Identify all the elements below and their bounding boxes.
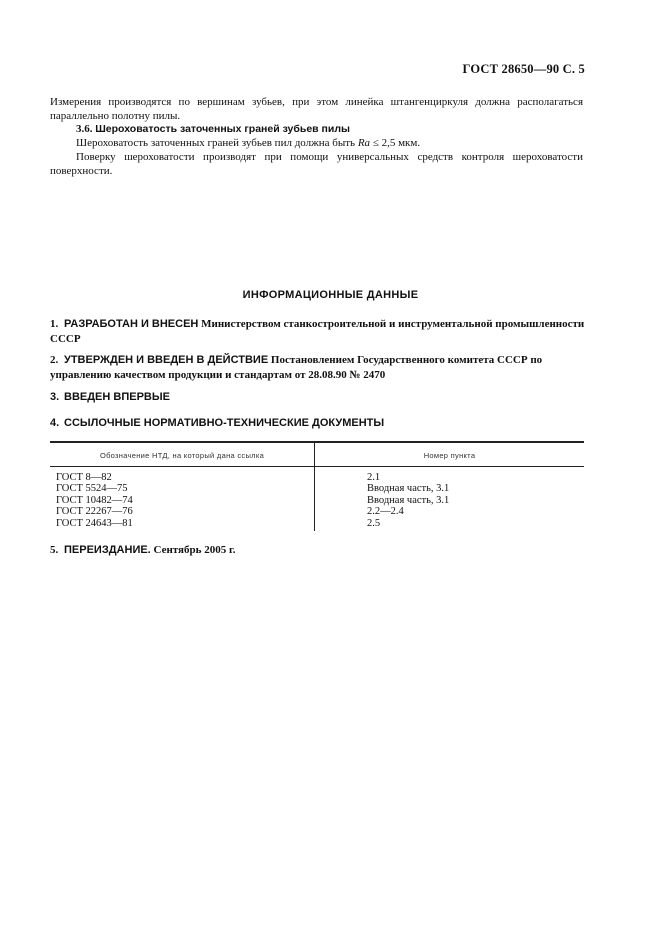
table-cell: Вводная часть, 3.1: [367, 483, 450, 495]
table-cell: 2.1: [367, 472, 381, 483]
item-caps: ВВЕДЕН ВПЕРВЫЕ: [64, 391, 170, 403]
table-cell: ГОСТ 10482—74: [56, 494, 133, 506]
item-number: 3.: [50, 391, 60, 403]
info-item-2: [50, 353, 585, 383]
item-caps: УТВЕРЖДЕН И ВВЕДЕН В ДЕЙСТВИЕ: [64, 354, 269, 366]
section-title: Шероховатость заточенных граней зубьев пилы: [95, 123, 350, 135]
roughness-variable: Ra: [357, 137, 371, 149]
paragraph-verification: Поверку шероховатости производят при помощи универсальных средств контроля шероховатости поверхности.: [50, 151, 583, 177]
table-cell: ГОСТ 5524—75: [56, 483, 128, 495]
roughness-text-prefix: Шероховатость заточенных граней зубьев пил должна быть: [76, 137, 358, 149]
table-top-rule: [50, 441, 584, 443]
item-caps: РАЗРАБОТАН И ВНЕСЕН: [64, 318, 199, 330]
item-text: Министерством станкостроительной и инструментальной промышленности СССР: [50, 318, 585, 345]
roughness-text-suffix: ≤ 2,5 мкм.: [370, 137, 421, 149]
table-header-clause: Номер пункта: [423, 451, 476, 460]
document-header-code: ГОСТ 28650—90 С. 5: [462, 62, 585, 76]
section-heading: [76, 122, 583, 136]
table-cell: Вводная часть, 3.1: [367, 494, 450, 506]
item-text: Постановлением Государственного комитета СССР по управлению качеством продукции и стандартам от 28.08.90 № 2470: [50, 354, 543, 381]
info-item-1: [50, 317, 585, 347]
info-item-4: [50, 416, 585, 431]
info-item-5: [50, 543, 585, 558]
paragraph-measurement: Измерения производятся по вершинам зубьев, при этом линейка штангенциркуля должна располагаться параллельно полотну пилы.: [50, 96, 583, 122]
info-item-3: [50, 390, 585, 405]
paragraph-roughness: [50, 136, 583, 150]
table-header-designation: Обозначение НТД, на который дана ссылка: [99, 451, 265, 460]
item-caps: ПЕРЕИЗДАНИЕ.: [64, 544, 151, 556]
item-number: 2.: [50, 354, 59, 366]
table-cell: 2.2—2.4: [367, 506, 404, 518]
table-cell: ГОСТ 24643—81: [56, 517, 133, 529]
table-header-rule: [50, 466, 584, 467]
item-text: Сентябрь 2005 г.: [150, 544, 236, 556]
item-number: 4.: [50, 417, 60, 429]
section-number: 3.6.: [76, 123, 93, 135]
table-cell: ГОСТ 22267—76: [56, 506, 133, 518]
info-title: ИНФОРМАЦИОННЫЕ ДАННЫЕ: [242, 289, 419, 301]
item-number: 1.: [50, 318, 59, 330]
table-column-clause: [367, 472, 449, 529]
item-number: 5.: [50, 544, 59, 556]
item-caps: ССЫЛОЧНЫЕ НОРМАТИВНО-ТЕХНИЧЕСКИЕ ДОКУМЕНТЫ: [64, 417, 385, 429]
table-cell: 2.5: [367, 517, 381, 529]
table-cell: ГОСТ 8—82: [56, 472, 112, 483]
table-column-designation: [56, 472, 133, 529]
